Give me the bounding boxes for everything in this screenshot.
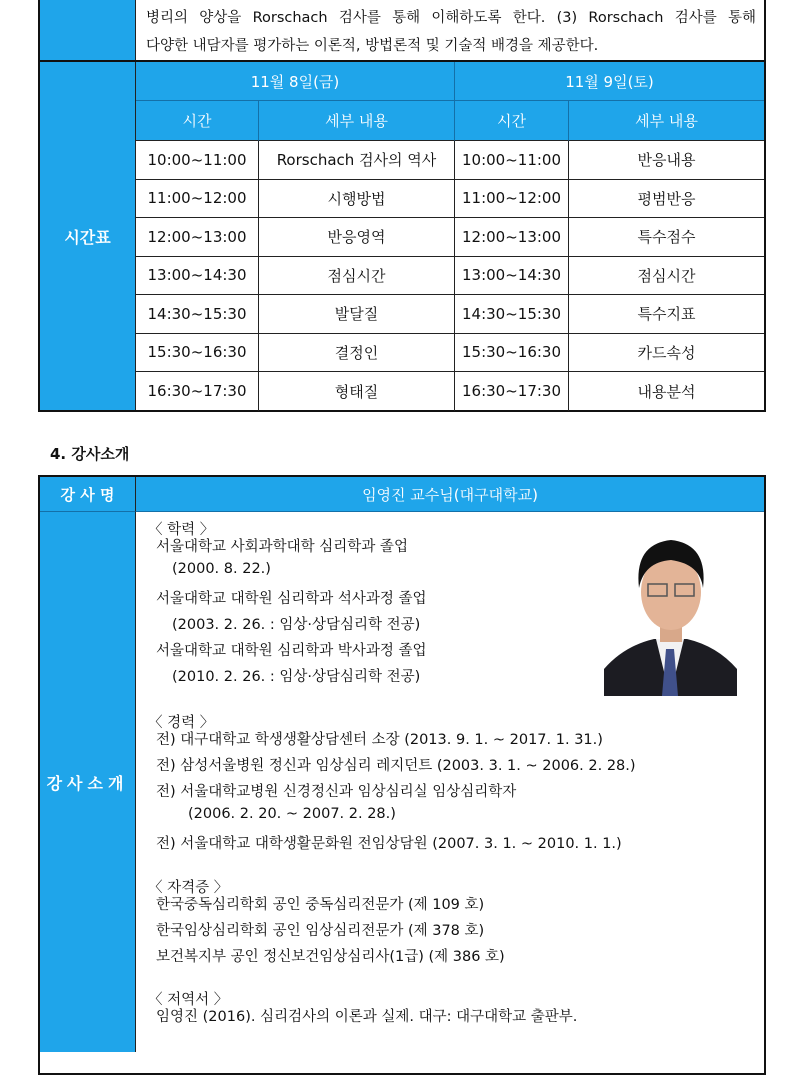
column-header: 세부 내용 [569, 101, 764, 141]
education-item: (2000. 8. 22.) [172, 561, 271, 577]
books-heading: 〈 저역서 〉 [148, 992, 229, 1008]
schedule-cell: 카드속성 [569, 334, 764, 373]
column-header: 세부 내용 [259, 101, 455, 141]
column-header: 시간 [455, 101, 569, 141]
overview-label-cell [40, 0, 136, 60]
schedule-cell: 형태질 [259, 372, 455, 411]
schedule-cell: 점심시간 [259, 257, 455, 296]
schedule-cell: 시행방법 [259, 180, 455, 219]
education-item: 서울대학교 대학원 심리학과 석사과정 졸업 [156, 591, 427, 607]
schedule-cell: 15:30~16:30 [136, 334, 259, 373]
education-heading: 〈 학력 〉 [148, 522, 215, 538]
schedule-cell: 10:00~11:00 [455, 141, 569, 180]
schedule-cell: 14:30~15:30 [136, 295, 259, 334]
schedule-cell: 점심시간 [569, 257, 764, 296]
books-item: 임영진 (2016). 심리검사의 이론과 실제. 대구: 대구대학교 출판부. [156, 1009, 578, 1025]
career-item: 전) 삼성서울병원 정신과 임상심리 레지던트 (2003. 3. 1. ~ 2006. 2. 28.) [156, 758, 636, 774]
education-item: (2010. 2. 26. : 임상·상담심리학 전공) [172, 669, 421, 685]
education-item: 서울대학교 사회과학대학 심리학과 졸업 [156, 539, 408, 555]
name-label: 강 사 명 [40, 477, 136, 512]
schedule-cell: Rorschach 검사의 역사 [259, 141, 455, 180]
career-item: 전) 서울대학교병원 신경정신과 임상심리실 임상심리학자 [156, 784, 517, 800]
schedule-cell: 12:00~13:00 [136, 218, 259, 257]
schedule-cell: 내용분석 [637, 382, 696, 401]
career-heading: 〈 경력 〉 [148, 715, 215, 731]
education-item: 서울대학교 대학원 심리학과 박사과정 졸업 [156, 643, 427, 659]
licenses-item: 한국중독심리학회 공인 중독심리전문가 (제 109 호) [156, 897, 485, 913]
career-item: 전) 서울대학교 대학생활문화원 전임상담원 (2007. 3. 1. ~ 2010. 1. 1.) [156, 836, 622, 852]
overview-line: 다양한 내담자를 평가하는 이론적, 방법론적 및 기술적 배경을 제공한다. [146, 38, 599, 54]
schedule-cell: 반응영역 [259, 218, 455, 257]
schedule-cell: 11:00~12:00 [455, 180, 569, 219]
schedule-cell: 14:30~15:30 [455, 295, 569, 334]
intro-label: 강사소개 [40, 512, 136, 1052]
licenses-heading: 〈 자격증 〉 [148, 880, 229, 896]
schedule-cell: 11:00~12:00 [136, 180, 259, 219]
schedule-cell: 15:30~16:30 [455, 334, 569, 373]
schedule-cell: 발달질 [259, 295, 455, 334]
schedule-cell: 반응내용 [569, 141, 764, 180]
schedule-cell: 12:00~13:00 [455, 218, 569, 257]
career-item: 전) 대구대학교 학생생활상담센터 소장 (2013. 9. 1. ~ 2017. 1. 31.) [156, 732, 603, 748]
instructor-name: 임영진 교수님(대구대학교) [136, 477, 764, 512]
schedule-label: 시간표 [40, 62, 136, 410]
schedule-cell: 13:00~14:30 [136, 257, 259, 296]
schedule-cell: 16:30~17:30 [455, 372, 569, 411]
schedule-cell: 특수지표 [569, 295, 764, 334]
schedule-cell: 평범반응 [569, 180, 764, 219]
schedule-cell: 결정인 [259, 334, 455, 373]
column-header: 시간 [136, 101, 259, 141]
schedule-cell: 특수점수 [569, 218, 764, 257]
licenses-item: 보건복지부 공인 정신보건임상심리사(1급) (제 386 호) [156, 949, 505, 965]
schedule-cell: 13:00~14:30 [455, 257, 569, 296]
career-item: (2006. 2. 20. ~ 2007. 2. 28.) [188, 806, 396, 822]
day-header-1: 11월 8일(금) [136, 62, 455, 101]
day-header-2: 11월 9일(토) [455, 62, 764, 101]
education-item: (2003. 2. 26. : 임상·상담심리학 전공) [172, 617, 421, 633]
overview-line: 병리의 양상을 Rorschach 검사를 통해 이해하도록 한다. (3) Rorschach 검사를 통해 [146, 10, 756, 26]
licenses-item: 한국임상심리학회 공인 임상심리전문가 (제 378 호) [156, 923, 485, 939]
schedule-cell: 10:00~11:00 [136, 141, 259, 180]
section-title: 4. 강사소개 [50, 445, 130, 463]
schedule-cell: 16:30~17:30 [136, 372, 259, 411]
instructor-photo [604, 524, 737, 696]
